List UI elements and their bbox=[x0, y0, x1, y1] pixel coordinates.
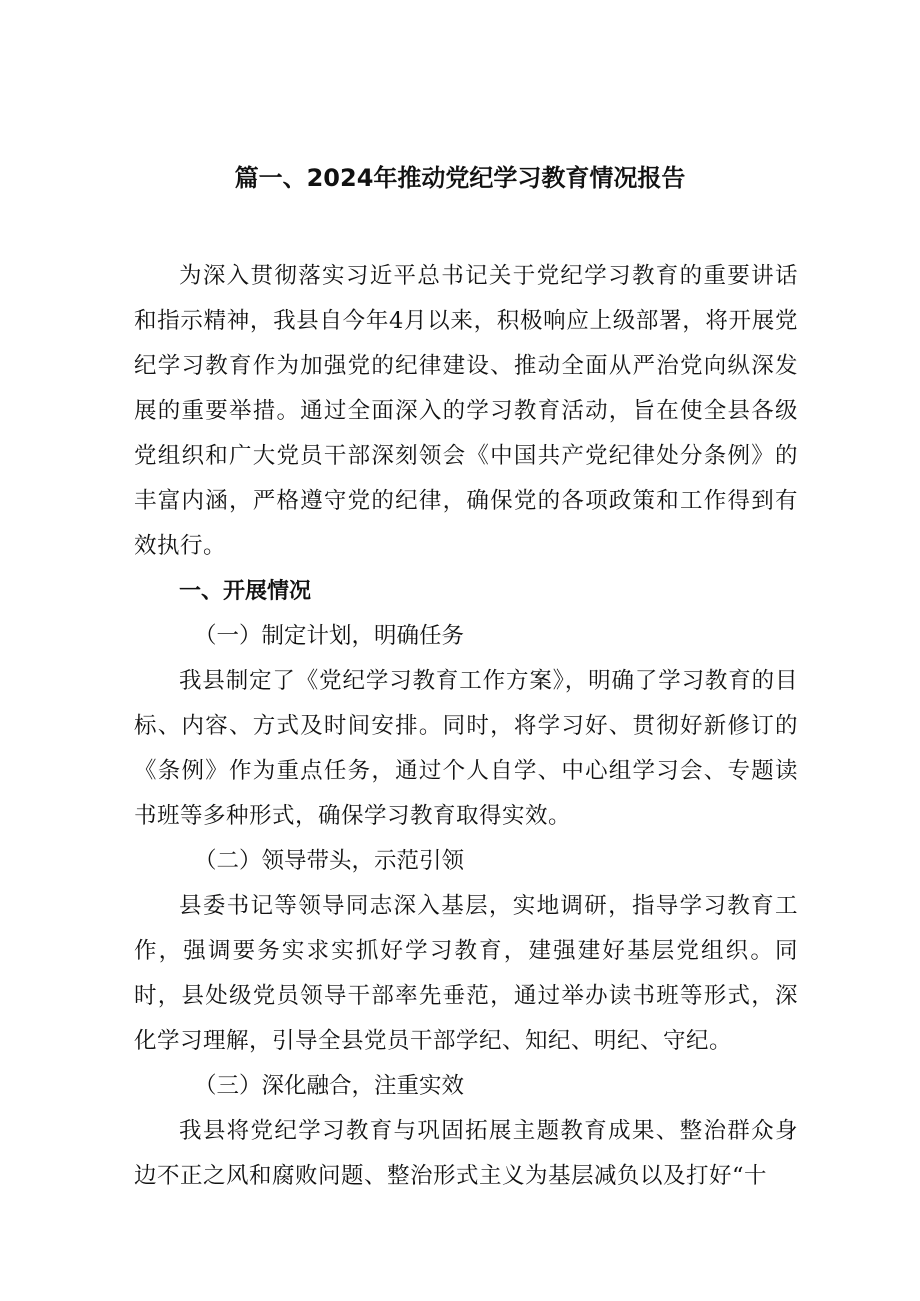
intro-paragraph: 为深入贯彻落实习近平总书记关于党纪学习教育的重要讲话和指示精神，我县自今年4月以来，积极响应上级部署，将开展党纪学习教育作为加强党的纪律建设、推动全面从严治党向纵深发展的重要举措。通过全面深入的学习教育活动，旨在使全县各级党组织和广大党员干部深刻领会《中国共产党纪律处分条例》的丰富内涵，严格遵守党的纪律，确保党的各项政策和工作得到有效执行。 bbox=[134, 263, 798, 559]
subsection-paragraph: 我县制定了《党纪学习教育工作方案》，明确了学习教育的目标、内容、方式及时间安排。同时，将学习好、贯彻好新修订的《条例》作为重点任务，通过个人自学、中心组学习会、专题读书班等多种形式，确保学习教育取得实效。 bbox=[134, 668, 798, 829]
subsection-paragraph: 我县将党纪学习教育与巩固拓展主题教育成果、整治群众身边不正之风和腐败问题、整治形式主义为基层减负以及打好“十 bbox=[134, 1118, 798, 1189]
subsection-heading: （二）领导带头，示范引领 bbox=[194, 848, 465, 874]
section-heading: 一、开展情况 bbox=[179, 579, 312, 604]
page-title: 篇一、2024年推动党纪学习教育情况报告 bbox=[234, 164, 686, 192]
subsection-heading: （三）深化融合，注重实效 bbox=[194, 1073, 465, 1099]
subsection-heading: （一）制定计划，明确任务 bbox=[194, 623, 465, 649]
document-body bbox=[134, 254, 798, 1199]
subsection-paragraph: 县委书记等领导同志深入基层，实地调研，指导学习教育工作，强调要务实求实抓好学习教育，建强建好基层党组织。同时，县处级党员领导干部率先垂范，通过举办读书班等形式，深化学习理解，引导全县党员干部学纪、知纪、明纪、守纪。 bbox=[134, 893, 798, 1054]
